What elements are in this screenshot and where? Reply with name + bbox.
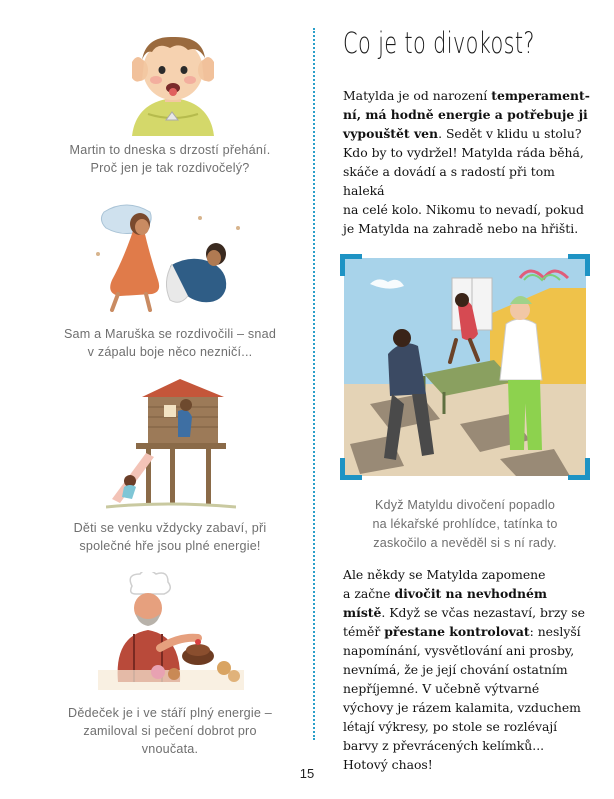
caption-martin: Martin to dneska s drzostí přehání. Proč jen je tak rozdivočelý? bbox=[69, 143, 271, 175]
page-title: Co je to divokost? bbox=[343, 26, 535, 60]
illustration-boy-making-face bbox=[118, 28, 228, 136]
caption-sam-maruska: Sam a Maruška se rozdivočili – snad v zápalu boje něco nezničí... bbox=[63, 327, 277, 359]
page-number: 15 bbox=[299, 766, 315, 781]
caption-children-outside: Děti se venku vždycky zabaví, při společné hře jsou plné energie! bbox=[73, 521, 267, 553]
paragraph-intro: Matylda je od narození temperament- ní, má hodně energie a potřebuje ji vypouštět ven. Sedět v klidu u stolu? Kdo by to vydržel! Matylda ráda běhá, skáče a dovádí a s radostí při tom haleká na celé kolo. Nikomu to nevadí, pokud je Matylda na zahradě nebo na hřišti. bbox=[343, 88, 590, 236]
photo-caption: Když Matyldu divočení popadlo na lékařské prohlídce, tatínka to zaskočilo a nevěděl si s ní rady. bbox=[372, 498, 558, 550]
caption-grandpa: Dědeček je i ve stáří plný energie – zamiloval si pečení dobrot pro vnoučata. bbox=[68, 706, 272, 756]
illustration-treehouse bbox=[106, 375, 236, 511]
illustration-grandpa-baking bbox=[98, 572, 244, 690]
column-divider bbox=[313, 28, 315, 740]
illustration-pillow-fight bbox=[88, 194, 246, 312]
paragraph-inappropriate: Ale někdy se Matylda zapomene a začne divočit na nevhodném místě. Když se včas nezastaví, brzy se téměř přestane kontrolovat: neslyší napomínání, vysvětlování ani prosby, nevnímá, že je její chování ostatním nepříjemné. V učebně výtvarné výchovy je rázem kalamita, vzduchem létají výkresy, po stole se rozlévají barvy z převrácených kelímků... Hotový chaos! bbox=[343, 567, 585, 772]
illustration-doctor-visit bbox=[340, 254, 590, 480]
